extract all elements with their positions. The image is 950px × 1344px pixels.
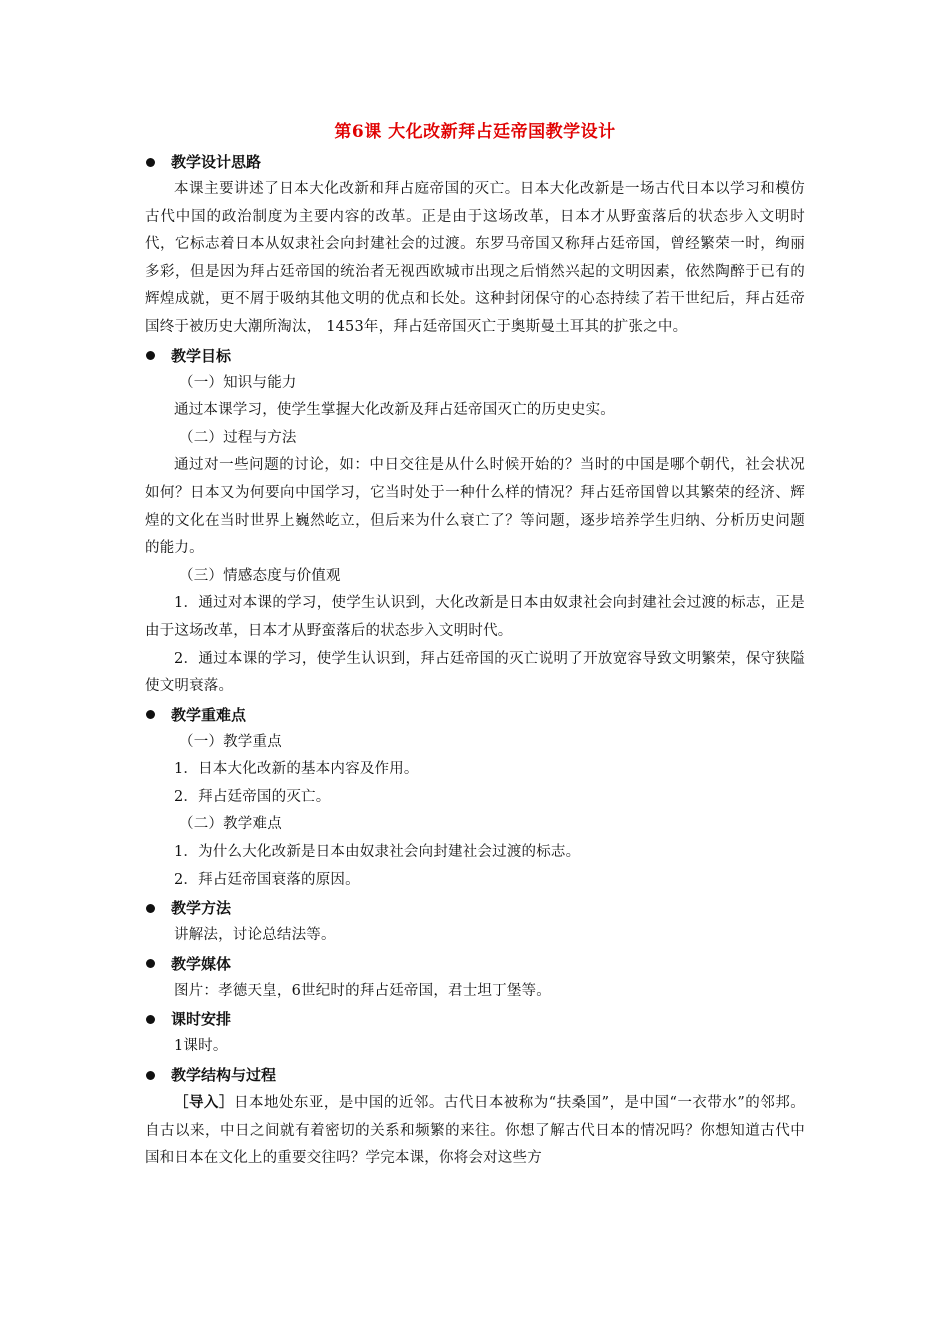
subheading: （一）教学重点 [179,733,282,750]
section-heading: 教学设计思路 [145,148,805,176]
subheading: （一）知识与能力 [179,374,297,391]
subheading: （二）过程与方法 [179,429,297,446]
paragraph: 2．通过本课的学习，使学生认识到，拜占廷帝国的灭亡说明了开放宽容导致文明繁荣，保守狭隘使文明衰落。 [145,650,805,695]
paragraph: 讲解法，讨论总结法等。 [174,927,336,944]
bullet-icon [146,158,155,167]
paragraph: 本课主要讲述了日本大化改新和拜占庭帝国的灭亡。日本大化改新是一场古代日本以学习和模仿古代中国的政治制度为主要内容的改革。正是由于这场改革，日本才从野蛮落后的状态步入文明时代，它标志着日本从奴隶社会向封建社会的过渡。东罗马帝国又称拜占廷帝国，曾经繁荣一时，绚丽多彩，但是因为拜占廷帝国的统治者无视西欧城市出现之后悄然兴起的文明因素，依然陶醉于已有的辉煌成就，更不屑于吸纳其他文明的优点和长处。这种封闭保守的心态持续了若干世纪后，拜占廷帝国终于被历史大潮所淘汰， 1453年，拜占廷帝国灭亡于奥斯曼土耳其的扩张之中。 [145,181,805,335]
list-item: 2．拜占廷帝国衰落的原因。 [174,871,360,888]
subheading: （三）情感态度与价值观 [179,567,341,584]
paragraph: 1．通过对本课的学习，使学生认识到，大化改新是日本由奴隶社会向封建社会过渡的标志，正是由于这场改革，日本才从野蛮落后的状态步入文明时代。 [145,595,805,639]
section-heading: 教学重难点 [145,701,805,729]
subheading: （二）教学难点 [179,816,282,833]
bullet-icon [146,959,155,968]
section-heading: 教学目标 [145,342,805,370]
section-heading: 教学媒体 [145,950,805,978]
bullet-icon [146,1015,155,1024]
paragraph: 通过本课学习，使学生掌握大化改新及拜占廷帝国灭亡的历史史实。 [174,402,615,419]
section-heading: 课时安排 [145,1005,805,1033]
bullet-icon [146,710,155,719]
document-title: 第6课 大化改新拜占廷帝国教学设计 [334,122,616,142]
list-item: 1．日本大化改新的基本内容及作用。 [174,761,419,778]
document-page [145,118,805,1173]
section-heading: 教学结构与过程 [145,1061,805,1089]
list-item: 1．为什么大化改新是日本由奴隶社会向封建社会过渡的标志。 [174,844,581,861]
paragraph [145,1089,805,1173]
intro-label: ［导入］ [174,1094,234,1112]
section-heading: 教学方法 [145,894,805,922]
paragraph: 图片：孝德天皇，6世纪时的拜占廷帝国，君士坦丁堡等。 [174,982,551,999]
paragraph: 1课时。 [174,1038,228,1055]
intro-text: 日本地处东亚，是中国的近邻。古代日本被称为“扶桑国”，是中国“一衣带水”的邻邦。自古以来，中日之间就有着密切的关系和频繁的来往。你想了解古代日本的情况吗？你想知道古代中国和日本在文化上的重要交往吗？学完本课，你将会对这些方 [145,1095,805,1167]
bullet-icon [146,351,155,360]
bullet-icon [146,1071,155,1080]
list-item: 2．拜占廷帝国的灭亡。 [174,788,331,805]
bullet-icon [146,904,155,913]
paragraph: 通过对一些问题的讨论，如：中日交往是从什么时候开始的？当时的中国是哪个朝代，社会状况如何？日本又为何要向中国学习，它当时处于一种什么样的情况？拜占廷帝国曾以其繁荣的经济、辉煌的文化在当时世界上巍然屹立，但后来为什么衰亡了？等问题，逐步培养学生归纳、分析历史问题的能力。 [145,457,805,557]
